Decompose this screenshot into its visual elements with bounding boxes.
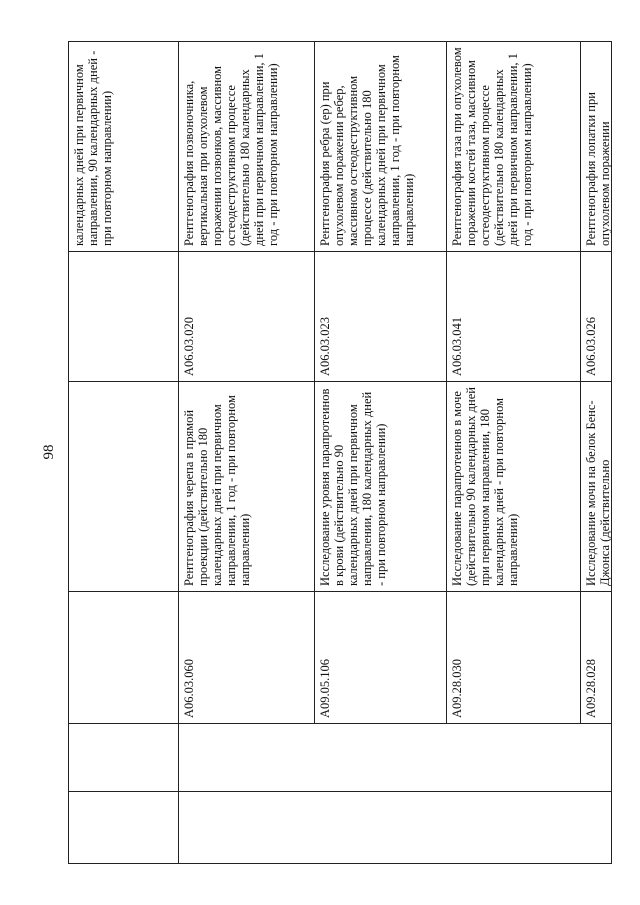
empty-cell	[69, 382, 179, 592]
service-name-cell: Исследование парапротеинов в моче (действительно 90 календарных дней при первичном направлении, 180 календарных дней - при повторном направлении)	[447, 382, 581, 592]
related-name-cell	[581, 42, 612, 252]
empty-cell	[69, 724, 179, 792]
empty-merged-cell	[179, 724, 612, 792]
table-row	[179, 42, 315, 864]
empty-cell	[69, 252, 179, 382]
service-name-cell	[581, 382, 612, 592]
continued-text-cell	[69, 42, 179, 252]
related-code-cell	[581, 252, 612, 382]
related-code-cell: A06.03.020	[179, 252, 315, 382]
related-name-cell: Рентгенография позвоночника, вертикальная при опухолевом поражении позвонков, массивном остеодеструктивном процессе (действительно 180 календарных дней при первичном направлении, 1 год - при повторном направлении)	[179, 42, 315, 252]
related-name-cell: Рентгенография ребра (ер) при опухолевом поражении ребер, массивном остеодеструктивном процессе (действительно 180 календарных дней при первичном направлении, 1 год - при повторном направлении)	[315, 42, 447, 252]
table-rotation-frame	[68, 42, 612, 864]
related-name-cell: Рентгенография таза при опухолевом поражении костей таза, массивном остеодеструктивном процессе (действительно 180 календарных дней при первичном направлении, 1 год - при повторном направлении)	[447, 42, 581, 252]
service-code-cell	[581, 592, 612, 724]
rotated-table-container	[68, 42, 612, 864]
services-table	[68, 41, 612, 864]
empty-cell	[69, 792, 179, 864]
service-code-cell: A09.28.030	[447, 592, 581, 724]
empty-merged-cell	[179, 792, 612, 864]
service-code-cell: A09.05.106	[315, 592, 447, 724]
service-code-cell: A06.03.060	[179, 592, 315, 724]
related-name-text: Рентгенография лопатки при опухолевом поражении	[584, 92, 612, 246]
table-row-continuation	[69, 42, 179, 864]
continued-text: календарных дней при первичном направлении, 90 календарных дней - при повторном направлении)	[72, 50, 114, 246]
related-code-cell: A06.03.023	[315, 252, 447, 382]
related-code-cell: A06.03.041	[447, 252, 581, 382]
service-name-text: Исследование мочи на белок Бенс-Джонса (действительно	[584, 400, 612, 586]
page-number: 98	[41, 444, 57, 460]
related-code-text: A06.03.026	[584, 316, 598, 376]
service-code-text: A09.28.028	[584, 658, 598, 718]
service-name-cell: Рентгенография черепа в прямой проекции (действительно 180 календарных дней при первичном направлении, 1 год - при повторном направлении)	[179, 382, 315, 592]
service-name-cell: Исследование уровня парапротеинов в крови (действительно 90 календарных дней при первичном направлении, 180 календарных дней - при повторном направлении)	[315, 382, 447, 592]
empty-cell	[69, 592, 179, 724]
